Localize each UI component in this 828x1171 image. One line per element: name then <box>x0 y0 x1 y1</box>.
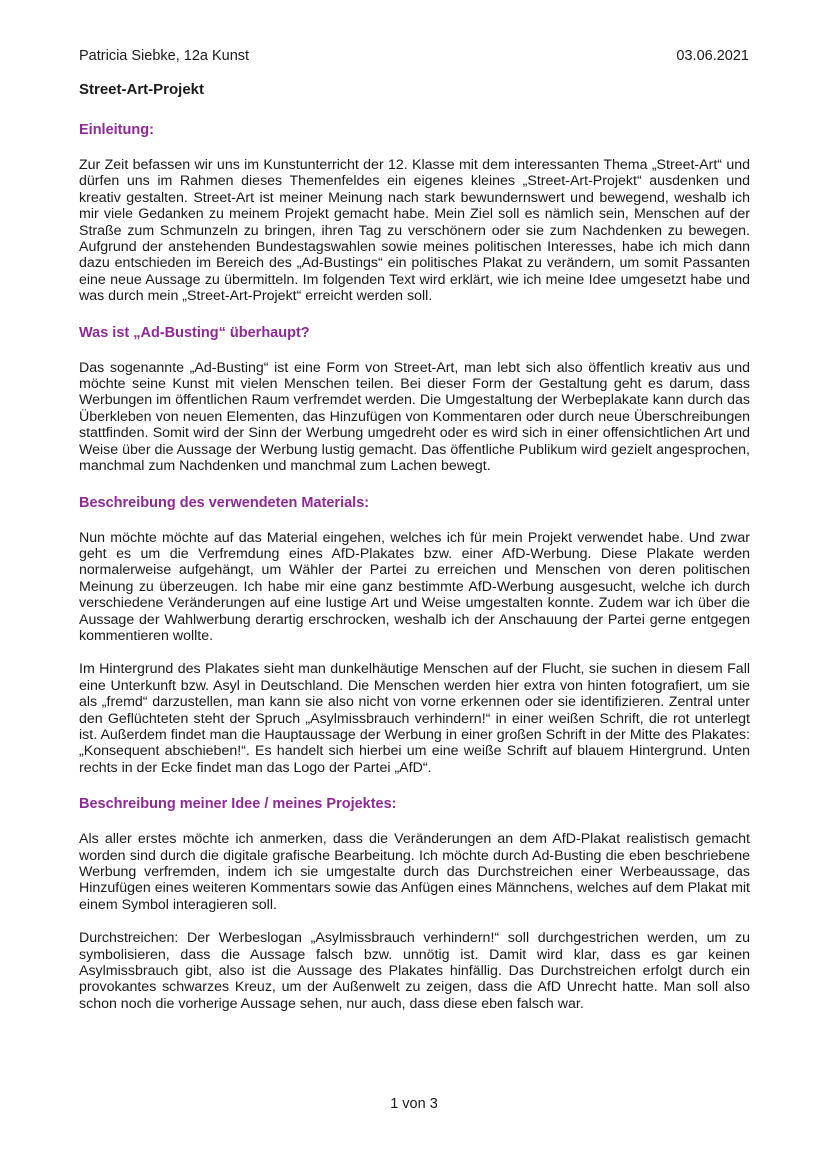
paragraph-idea-1: Als aller erstes möchte ich anmerken, dass die Veränderungen an dem AfD-Plakat realistisch gemacht worden sind durch die digitale grafische Bearbeitung. Ich möchte durch Ad-Busting die eben beschriebene Werbung verfremden, indem ich sie umgestalte durch das Durchstreichen einer Werbeaussage, das Hinzufügen eines weiteren Kommentars sowie das Anfügen eines Männchens, welches auf dem Plakat mit einem Symbol interagieren soll. <box>79 831 750 913</box>
paragraph-intro: Zur Zeit befassen wir uns im Kunstunterricht der 12. Klasse mit dem interessanten Thema „Street-Art“ und dürfen uns im Rahmen dieses Themenfeldes ein eigenes kleines „Street-Art-Projekt“ ausdenken und kreativ gestalten. Street-Art ist meiner Meinung nach stark bewundernswert und bewegend, weshalb ich mir viele Gedanken zu meinem Projekt gemacht habe. Mein Ziel soll es nämlich sein, Menschen auf der Straße zum Schmunzeln zu bringen, ihren Tag zu verschönern oder sie zum Nachdenken zu bewegen. Aufgrund der anstehenden Bundestagswahlen sowie meines politischen Interesses, habe ich mich dann dazu entschieden im Bereich des „Ad-Bustings“ ein politisches Plakat zu verändern, um somit Passanten eine neue Aussage zu übermitteln. Im folgenden Text wird erklärt, wie ich meine Idee umgesetzt habe und was durch mein „Street-Art-Projekt“ erreicht werden soll. <box>79 157 750 305</box>
document-date: 03.06.2021 <box>676 48 749 64</box>
author-line: Patricia Siebke, 12a Kunst <box>79 48 250 64</box>
page-number: 1 von 3 <box>390 1096 438 1112</box>
heading-adbusting: Was ist „Ad-Busting“ überhaupt? <box>79 324 310 341</box>
heading-material: Beschreibung des verwendeten Materials: <box>79 494 370 511</box>
paragraph-adbusting: Das sogenannte „Ad-Busting“ ist eine Form von Street-Art, man lebt sich also öffentlich kreativ aus und möchte seine Kunst mit vielen Menschen teilen. Bei dieser Form der Gestaltung geht es darum, dass Werbungen im öffentlichen Raum verfremdet werden. Die Umgestaltung der Werbeplakate kann durch das Überkleben von neuen Elementen, das Hinzufügen von Kommentaren oder durch neue Überschreibungen stattfinden. Somit wird der Sinn der Werbung umgedreht oder es wird sich in einer offensichtlichen Art und Weise über die Aussage der Werbung lustig gemacht. Das öffentliche Publikum wird gezielt angesprochen, manchmal zum Nachdenken und manchmal zum Lachen bewegt. <box>79 359 750 475</box>
paragraph-material-2: Im Hintergrund des Plakates sieht man dunkelhäutige Menschen auf der Flucht, sie suchen in diesem Fall eine Unterkunft bzw. Asyl in Deutschland. Die Menschen werden hier extra von hinten fotografiert, um sie als „fremd“ darzustellen, man kann sie also nicht von vorne erkennen oder sie identifizieren. Zentral unter den Geflüchteten steht der Spruch „Asylmissbrauch verhindern!“ in einer weißen Schrift, die rot unterlegt ist. Außerdem findet man die Hauptaussage der Werbung in einer großen Schrift in der Mitte des Plakates: „Konsequent abschieben!“. Es handelt sich hierbei um eine weiße Schrift auf blauem Hintergrund. Unten rechts in der Ecke findet man das Logo der Partei „AfD“. <box>79 661 750 776</box>
document-body <box>79 121 750 1012</box>
heading-idea: Beschreibung meiner Idee / meines Projektes: <box>79 796 397 813</box>
paragraph-material-1: Nun möchte möchte auf das Material eingehen, welches ich für mein Projekt verwendet habe. Und zwar geht es um die Verfremdung eines AfD-Plakates bzw. einer AfD-Werbung. Diese Plakate werden normalerweise aufgehängt, um Wähler der Partei zu erreichen und Menschen von deren politischen Meinung zu überzeugen. Ich habe mir eine ganz bestimmte AfD-Werbung ausgesucht, welche ich durch verschiedene Veränderungen auf eine lustige Art und Weise umgestalten konnte. Zudem war ich über die Aussage der Wahlwerbung derartig erschrocken, weshalb ich der Anschauung der Partei gerne entgegen kommentieren wollte. <box>79 529 750 644</box>
document-title: Street-Art-Projekt <box>79 81 205 98</box>
heading-intro: Einleitung: <box>79 122 154 138</box>
page-header <box>79 47 749 65</box>
paragraph-idea-2: Durchstreichen: Der Werbeslogan „Asylmissbrauch verhindern!“ soll durchgestrichen werden, um zu symbolisieren, dass die Aussage falsch bzw. unnötig ist. Damit wird klar, dass es gar keinen Asylmissbrauch gibt, also ist die Aussage des Plakates hinfällig. Das Durchstreichen erfolgt durch ein provokantes schwarzes Kreuz, um der Außenwelt zu zeigen, dass die AfD Unrecht hatte. Man soll also schon noch die vorherige Aussage sehen, nur auch, dass diese eben falsch war. <box>79 930 750 1012</box>
